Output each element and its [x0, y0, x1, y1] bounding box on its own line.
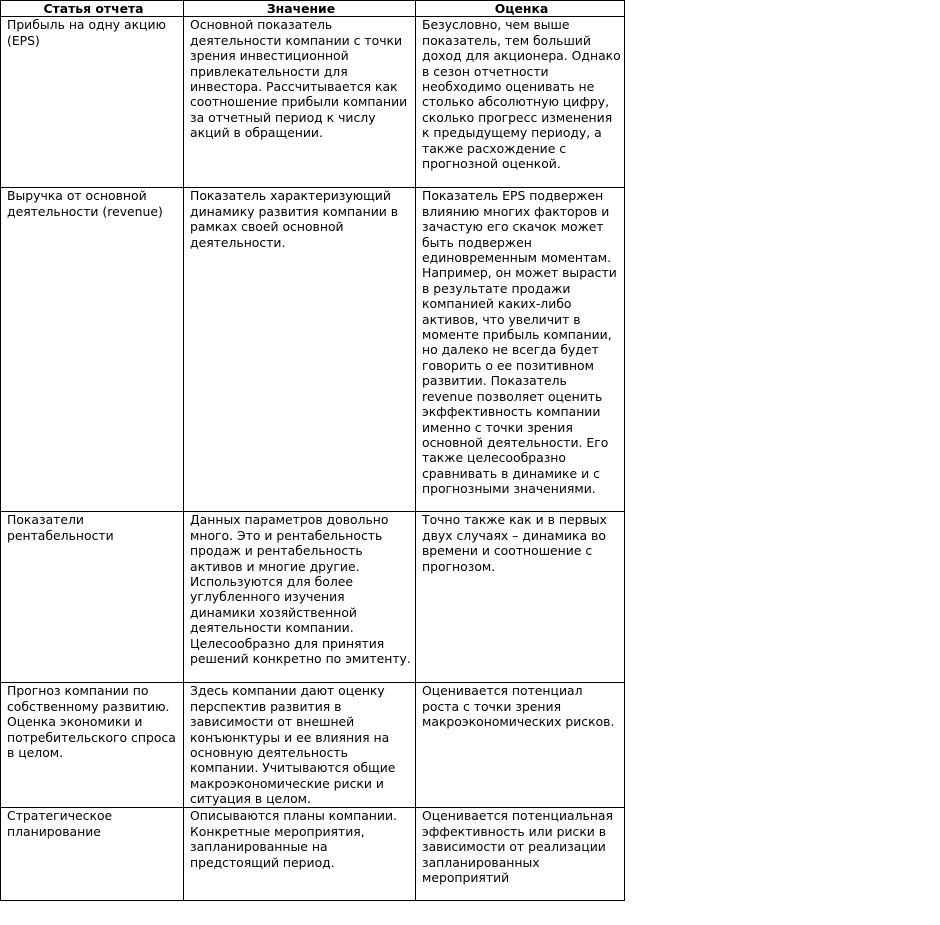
row-item-text: Прибыль на одну акцию (EPS) — [7, 17, 166, 48]
row-meaning-cell — [184, 17, 416, 188]
row-item-text: Прогноз компании по собственному развитию. Оценка экономики и потребительского спроса в целом. — [7, 683, 176, 761]
row-assessment-text: Показатель EPS подвержен влиянию многих факторов и зачастую его скачок может быть подвержен единовременным моментам. Например, он может вырасти в результате продажи компанией каких-либо активов, что увеличит в моменте прибыль компании, но далеко не всегда будет говорить о ее позитивном развитии. Показатель revenue позволяет оценить экффективность компании именно с точки зрения основной деятельности. Его также целесообразно сравнивать в динамике и с прогнозными значениями. — [422, 188, 617, 497]
row-meaning-cell — [184, 512, 416, 683]
row-item-cell — [1, 512, 184, 683]
table-row — [1, 188, 625, 512]
row-item-cell — [1, 188, 184, 512]
row-meaning-text: Основной показатель деятельности компании с точки зрения инвестиционной привлекательности для инвестора. Рассчитывается как соотношение прибыли компании за отчетный период к числу акций в обращении. — [190, 17, 408, 141]
row-assessment-cell — [416, 683, 625, 808]
row-item-cell — [1, 17, 184, 188]
header-meaning: Значение — [184, 1, 416, 17]
row-assessment-cell — [416, 188, 625, 512]
table-row — [1, 808, 625, 901]
row-meaning-cell — [184, 188, 416, 512]
row-meaning-cell — [184, 683, 416, 808]
row-assessment-text: Оценивается потенциальная эффективность или риски в зависимости от реализации запланированных мероприятий — [422, 808, 613, 886]
table-row — [1, 17, 625, 188]
row-meaning-text: Данных параметров довольно много. Это и рентабельность продаж и рентабельность активов и многие другие. Используются для более углубленного изучения динамики хозяйственной деятельности компании. Целесообразно для принятия решений конкретно по эмитенту. — [190, 512, 411, 667]
row-item-text: Выручка от основной деятельности (revenue) — [7, 188, 163, 219]
row-meaning-cell — [184, 808, 416, 901]
row-item-text: Показатели рентабельности — [7, 512, 114, 543]
row-meaning-text: Описываются планы компании. Конкретные мероприятия, запланированные на предстоящий период. — [190, 808, 397, 870]
header-assessment: Оценка — [416, 1, 625, 17]
row-assessment-cell — [416, 512, 625, 683]
row-assessment-cell — [416, 17, 625, 188]
row-assessment-text: Безусловно, чем выше показатель, тем больший доход для акционера. Однако в сезон отчетности необходимо оценивать не столько абсолютную цифру, сколько прогресс изменения к предыдущему периоду, а также расхождение с прогнозной оценкой. — [422, 17, 621, 172]
row-item-cell — [1, 808, 184, 901]
row-item-text: Стратегическое планирование — [7, 808, 113, 839]
table-row — [1, 512, 625, 683]
row-item-cell — [1, 683, 184, 808]
row-meaning-text: Показатель характеризующий динамику развития компании в рамках своей основной деятельности. — [190, 188, 399, 250]
row-assessment-cell — [416, 808, 625, 901]
table-header-row — [1, 1, 625, 17]
row-assessment-text: Точно также как и в первых двух случаях – динамика во времени и соотношение с прогнозом. — [422, 512, 607, 574]
row-assessment-text: Оценивается потенциал роста с точки зрения макроэкономических рисков. — [422, 683, 615, 730]
header-item: Статья отчета — [1, 1, 184, 17]
table-row — [1, 683, 625, 808]
row-meaning-text: Здесь компании дают оценку перспектив развития в зависимости от внешней конъюнктуры и ее влияния на основную деятельность компании. Учитываются общие макроэкономические риски и ситуация в целом. — [190, 683, 396, 807]
